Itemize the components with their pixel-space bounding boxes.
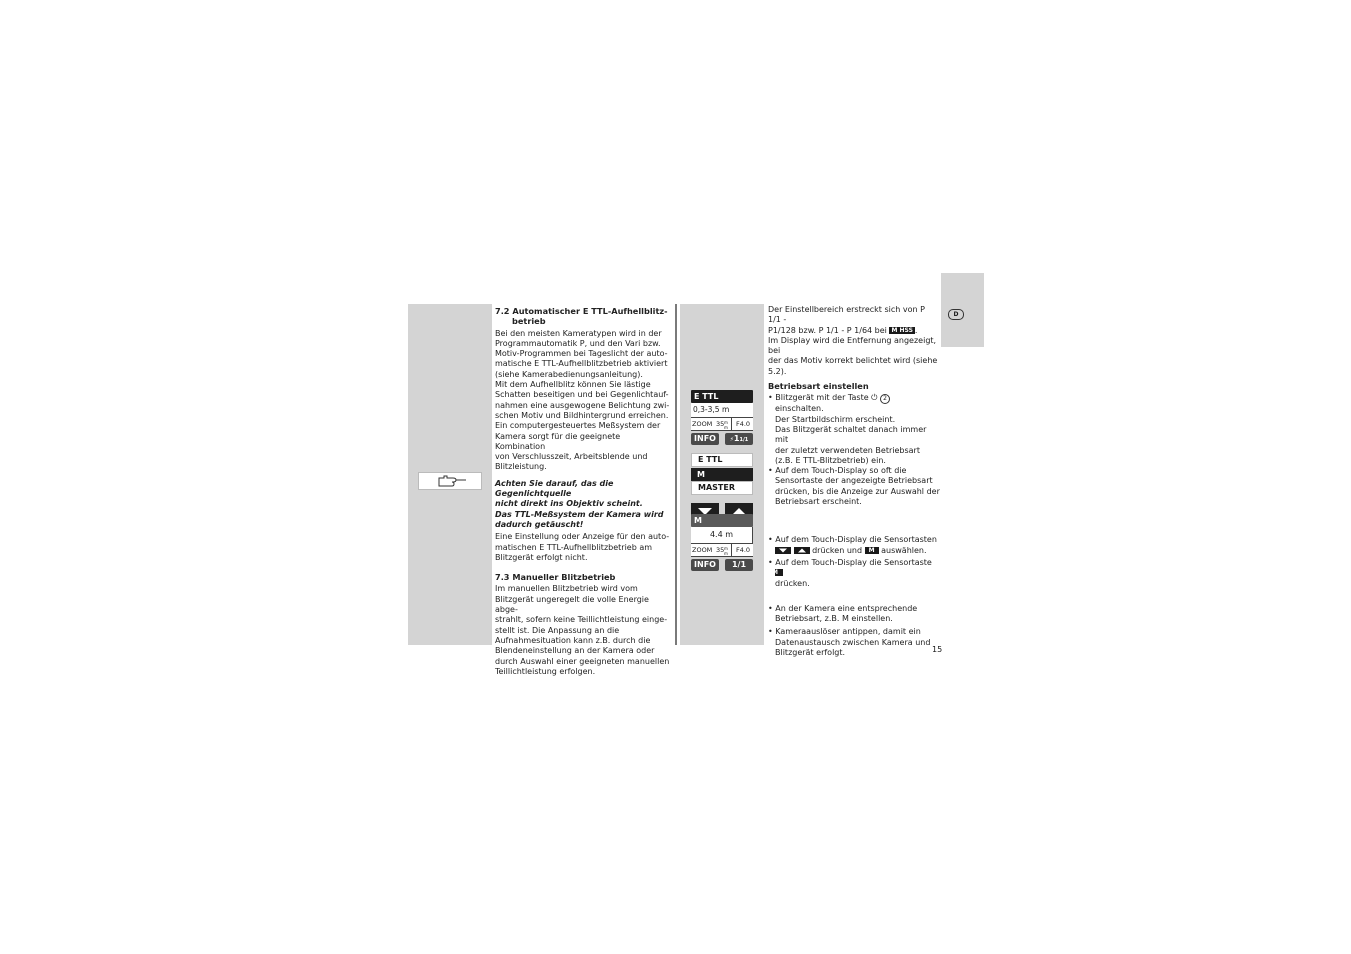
menu-item-ettl[interactable]: E TTL	[691, 453, 753, 467]
text-fragment: einschalten.	[775, 404, 824, 414]
text-line: 5.2).	[768, 366, 787, 376]
text-line: Teillichtleistung erfolgen.	[495, 666, 596, 676]
display-ettl	[691, 390, 753, 446]
text-line: Im manuellen Blitzbetrieb wird vom	[495, 584, 638, 594]
distance-row	[691, 527, 753, 544]
text-line: nahmen eine ausgewogene Belichtung zwi-	[495, 400, 670, 410]
zoom-value: 35	[716, 420, 725, 428]
column-divider	[675, 304, 677, 645]
zoom-row	[691, 544, 753, 557]
text-line: stellt ist. Die Anpassung an die	[495, 625, 620, 635]
zoom-unit: mm	[724, 420, 728, 430]
text-line: drücken.	[775, 578, 810, 588]
warning-note-line: Achten Sie darauf, das die Gegenlichtquelle	[495, 478, 614, 499]
text-line: Betriebsart, z.B. M einstellen.	[775, 614, 893, 624]
display-mode-select	[691, 453, 753, 519]
text-fragment: drücken und	[812, 545, 863, 555]
text-line: matische E TTL-Aufhellblitzbetrieb aktiviert	[495, 359, 668, 369]
zoom-unit: mm	[724, 546, 728, 556]
text-line: Der Einstellbereich erstreckt sich von P 1/1 -	[768, 305, 925, 325]
distance-value: 4.4 m	[709, 530, 734, 539]
text-line: matischen E TTL-Aufhellblitzbetrieb am	[495, 542, 653, 552]
text-line	[768, 546, 940, 556]
zoom-value: 35	[716, 546, 725, 554]
ratio-button[interactable]	[725, 433, 753, 445]
bullet-item: • An der Kamera eine entsprechende	[768, 603, 918, 613]
text-line: Schatten beseitigen und bei Gegenlichtauf-	[495, 390, 669, 400]
text-line: Blitzleistung.	[495, 462, 547, 472]
text-fragment: auswählen.	[881, 545, 927, 555]
text-line: Programmautomatik P, und den Vari bzw.	[495, 338, 661, 348]
bullet-item: • Auf dem Touch-Display die Sensortasten	[768, 535, 937, 545]
circled-number	[880, 394, 890, 404]
m-hss-badge: M HSS	[891, 326, 913, 334]
text-line: (z.B. E TTL-Blitzbetrieb) ein.	[775, 455, 886, 465]
text-line: (siehe Kamerabedienungsanleitung).	[495, 369, 643, 379]
bullet-item: • Auf dem Touch-Display so oft die	[768, 466, 907, 476]
text-fragment: P1/128 bzw. P 1/1 - P 1/64 bei	[768, 325, 887, 335]
warning-note-line: nicht direkt ins Objektiv scheint.	[495, 499, 643, 509]
text-line: von Verschlusszeit, Arbeitsblende und	[495, 452, 648, 462]
text-line: drücken, bis die Anzeige zur Auswahl der	[775, 486, 940, 496]
text-line: Eine Einstellung oder Anzeige für den auto-	[495, 532, 670, 542]
mode-bar[interactable]: E TTL	[691, 390, 753, 403]
section-7-3-title: 7.3 Manueller Blitzbetrieb	[495, 572, 616, 583]
aperture-value: F4.0	[735, 420, 751, 428]
page-number: 15	[932, 645, 943, 654]
subheading-betriebsart: Betriebsart einstellen	[768, 381, 869, 392]
text-line: der das Motiv korrekt belichtet wird (siehe	[768, 356, 938, 366]
ratio-main: 1	[733, 434, 740, 443]
language-badge	[948, 309, 964, 320]
text-line: Blitzgerät ungeregelt die volle Energie abge-	[495, 594, 649, 615]
ratio-button[interactable]: 1/1	[725, 559, 753, 571]
zoom-row	[691, 418, 753, 431]
info-button[interactable]: INFO	[691, 559, 719, 571]
text-line: Mit dem Aufhellblitz können Sie lästige	[495, 380, 651, 390]
bullet-item: • Kameraauslöser antippen, damit ein	[768, 627, 921, 637]
text-line: Sensortaste der angezeigte Betriebsart	[775, 476, 933, 486]
text-line: Im Display wird die Entfernung angezeigt, bei	[768, 335, 937, 356]
menu-item-m[interactable]: M	[691, 468, 753, 481]
text-fragment: Auf dem Touch-Display die Sensortaste	[775, 557, 932, 567]
section-7-2	[495, 306, 670, 677]
text-line: Datenaustausch zwischen Kamera und	[775, 637, 931, 647]
aperture-box[interactable]	[731, 418, 754, 430]
text-fragment: Blitzgerät mit der Taste	[775, 393, 869, 403]
text-line: Blendeneinstellung an der Kamera oder	[495, 646, 655, 656]
menu-item-master[interactable]: MASTER	[691, 481, 753, 495]
text-line: Aufnahmesituation kann z.B. durch die	[495, 635, 651, 645]
circled-number-value: 2	[883, 395, 887, 403]
mode-bar[interactable]: M	[691, 514, 753, 527]
text-line: Blitzgerät erfolgt.	[775, 648, 846, 658]
m-button-icon: M	[865, 547, 879, 554]
aperture-box[interactable]	[731, 544, 754, 556]
warning-note-line: Das TTL-Meßsystem der Kamera wird	[495, 509, 664, 519]
aperture-value: F4.0	[735, 546, 751, 554]
zoom-label: ZOOM	[692, 546, 713, 554]
power-icon: ⏻	[871, 393, 878, 403]
text-line: Betriebsart erscheint.	[775, 497, 862, 507]
text-line: Der Startbildschirm erscheint.	[775, 414, 896, 424]
range-row	[691, 403, 753, 418]
text-line: Blitzgerät erfolgt nicht.	[495, 552, 588, 562]
hand-pointer-icon	[418, 472, 482, 490]
arrow-down-icon	[775, 547, 791, 554]
ratio-sub: 1/1	[739, 437, 749, 443]
text-line: schen Motiv und Bildhintergrund erreichen.	[495, 410, 669, 420]
right-column	[768, 305, 943, 658]
text-line: Das Blitzgerät schaltet danach immer mit	[775, 424, 927, 445]
text-fragment: .	[914, 325, 918, 335]
text-line: Bei den meisten Kameratypen wird in der	[495, 328, 662, 338]
language-label: D	[953, 311, 959, 318]
text-fragment: Kameraauslöser antippen, damit ein	[775, 627, 921, 637]
m-button-icon: M	[775, 569, 783, 576]
info-button[interactable]: INFO	[691, 433, 719, 445]
text-line: der zuletzt verwendeten Betriebsart	[775, 445, 920, 455]
display-manual	[691, 514, 753, 572]
range-value: 0,3-3,5 m	[693, 405, 730, 414]
text-fragment: Auf dem Touch-Display die Sensortasten	[775, 535, 937, 545]
text-line: strahlt, sofern keine Teillichtleistung einge-	[495, 615, 668, 625]
bullet-item: • Auf dem Touch-Display die Sensortaste M	[768, 557, 932, 577]
section-7-2-title: 7.2 Automatischer E TTL-Aufhellblitz-	[495, 306, 668, 316]
text-line: Kamera sorgt für die geeignete Kombination	[495, 431, 621, 451]
arrow-up-icon	[794, 547, 810, 554]
bullet-item: • Blitzgerät mit der Taste ⏻ 2 einschalten.	[768, 393, 940, 414]
text-line	[768, 326, 940, 336]
flash-icon: ⚡	[729, 436, 734, 443]
text-fragment: An der Kamera eine entsprechende	[775, 603, 918, 613]
language-tab	[941, 273, 984, 347]
section-7-2-title-cont: betrieb	[512, 316, 546, 327]
zoom-label: ZOOM	[692, 420, 713, 428]
text-fragment: Auf dem Touch-Display so oft die	[775, 466, 907, 476]
text-line: Motiv-Programmen bei Tageslicht der auto-	[495, 349, 668, 359]
text-line: Ein computergesteuertes Meßsystem der	[495, 421, 661, 431]
text-line: durch Auswahl einer geeigneten manuellen	[495, 656, 670, 666]
warning-note-line: dadurch getäuscht!	[495, 519, 584, 529]
